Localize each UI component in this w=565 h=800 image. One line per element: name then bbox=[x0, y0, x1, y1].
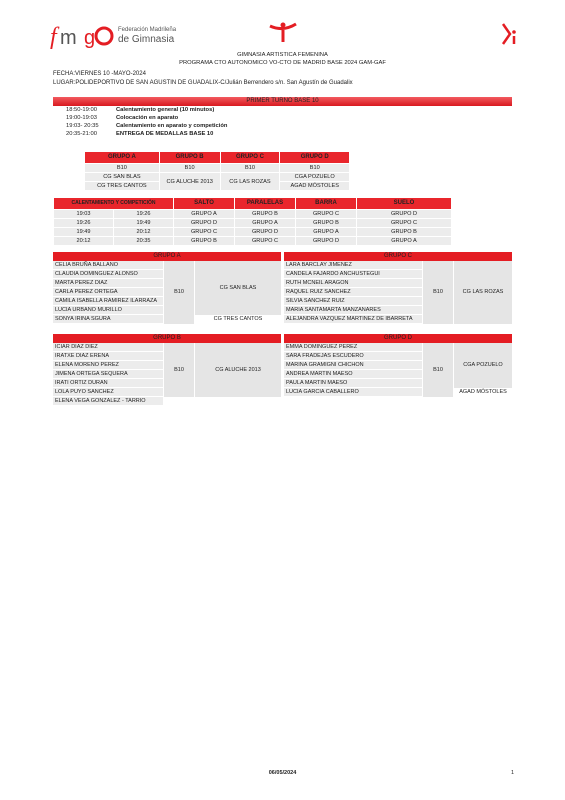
rotation-header-calentamiento: CALENTAMIENTO Y COMPETICIÓN bbox=[54, 198, 174, 210]
athlete-name: JIMENA ORTEGA SEQUERA bbox=[53, 370, 164, 379]
athlete-name: CARLA PEREZ ORTEGA bbox=[53, 288, 164, 297]
rotation-header-salto: SALTO bbox=[174, 198, 235, 210]
athlete-name: CANDELA FAJARDO ANCHUSTEGUI bbox=[284, 270, 423, 279]
groups-club: CG TRES CANTOS bbox=[85, 182, 160, 191]
rotation-end: 20:12 bbox=[114, 228, 174, 237]
rotation-paralelas: GRUPO A bbox=[235, 219, 296, 228]
athlete-name: MARIA SANTAMARTA MANZANARES bbox=[284, 306, 423, 315]
schedule-row bbox=[66, 106, 227, 114]
grupo-club: CG TRES CANTOS bbox=[195, 315, 282, 324]
footer-page: 1 bbox=[511, 770, 515, 776]
athlete-name: RUTH MCNEIL ARAGON bbox=[284, 279, 423, 288]
title-line-1: GIMNASIA ARTISTICA FEMENINA bbox=[237, 52, 328, 58]
rotation-row bbox=[54, 219, 452, 228]
athlete-name: LUCIA GARCIA CABALLERO bbox=[284, 388, 423, 397]
athlete-name: CAMILA ISABELLA RAMIREZ ILARRAZA bbox=[53, 297, 164, 306]
rotation-barra: GRUPO C bbox=[296, 210, 357, 219]
rotation-barra: GRUPO B bbox=[296, 219, 357, 228]
grupo-club: CGA POZUELO bbox=[454, 343, 513, 388]
gymnast-right-icon bbox=[500, 22, 518, 46]
athlete-name: CELIA BRUÑA BALLANO bbox=[53, 261, 164, 270]
rotation-end: 20:35 bbox=[114, 237, 174, 246]
athlete-name: LARA BARCLAY JIMENEZ bbox=[284, 261, 423, 270]
athlete-name: MARTA PEREZ DIAZ bbox=[53, 279, 164, 288]
rotation-header-barra: BARRA bbox=[296, 198, 357, 210]
rotation-start: 19:49 bbox=[54, 228, 114, 237]
rotation-paralelas: GRUPO B bbox=[235, 210, 296, 219]
rotation-row bbox=[54, 210, 452, 219]
groups-level: B10 bbox=[159, 164, 220, 173]
gymnast-icon bbox=[268, 22, 298, 44]
groups-level: B10 bbox=[85, 164, 160, 173]
rotation-suelo: GRUPO D bbox=[357, 210, 452, 219]
groups-header-c: GRUPO C bbox=[220, 152, 280, 164]
grupo-b-table bbox=[53, 343, 281, 406]
athlete-name: LUCIA URBANO MURILLO bbox=[53, 306, 164, 315]
athlete-name: ALEJANDRA VAZQUEZ MARTINEZ DE IBARRETA bbox=[284, 315, 423, 324]
grupo-level: B10 bbox=[164, 343, 195, 397]
athlete-name: PAULA MARTIN MAESO bbox=[284, 379, 423, 388]
turno-bar: PRIMER TURNO BASE 10 bbox=[53, 97, 512, 106]
athlete-name: SONYA IRINA SGURA bbox=[53, 315, 164, 324]
rotation-end: 19:26 bbox=[114, 210, 174, 219]
federation-name-small: Federación Madrileña bbox=[118, 27, 177, 33]
rotation-start: 20:12 bbox=[54, 237, 114, 246]
rotation-start: 19:03 bbox=[54, 210, 114, 219]
athlete-name: ANDREA MARTIN MAESO bbox=[284, 370, 423, 379]
grupo-club: CG ALUCHE 2013 bbox=[195, 343, 282, 397]
rotation-suelo: GRUPO A bbox=[357, 237, 452, 246]
grupo-b-title: GRUPO B bbox=[53, 334, 281, 343]
grupo-club: CG LAS ROZAS bbox=[454, 261, 513, 324]
schedule-row bbox=[66, 130, 227, 138]
rotation-end: 19:49 bbox=[114, 219, 174, 228]
grupo-c-title: GRUPO C bbox=[284, 252, 512, 261]
rotation-suelo: GRUPO B bbox=[357, 228, 452, 237]
svg-text:f: f bbox=[50, 24, 57, 50]
svg-text:g: g bbox=[84, 27, 96, 49]
athlete-name: RAQUEL RUIZ SANCHEZ bbox=[284, 288, 423, 297]
grupo-level: B10 bbox=[423, 343, 454, 397]
schedule-time: 19:00-19:03 bbox=[66, 115, 97, 121]
schedule-desc: ENTREGA DE MEDALLAS BASE 10 bbox=[116, 131, 214, 137]
rotation-header-suelo: SUELO bbox=[357, 198, 452, 210]
groups-header-b: GRUPO B bbox=[159, 152, 220, 164]
groups-club: CG LAS ROZAS bbox=[220, 173, 280, 191]
schedule-table bbox=[66, 106, 227, 138]
title-line-2: PROGRAMA CTO AUTONOMICO VO-CTO DE MADRID BASE 2024 GAM-GAF bbox=[179, 60, 386, 66]
athlete-name: ELENA VEGA GONZALEZ - TARRIO bbox=[53, 397, 164, 406]
athlete-name: SARA FRADEJAS ESCUDERO bbox=[284, 352, 423, 361]
grupo-a-table bbox=[53, 261, 281, 324]
fmg-logo bbox=[48, 22, 118, 50]
athlete-name: IRATXE DIAZ ERENA bbox=[53, 352, 164, 361]
athlete-name: CLAUDIA DOMINGUEZ ALONSO bbox=[53, 270, 164, 279]
groups-level: B10 bbox=[280, 164, 350, 173]
grupo-c-table bbox=[284, 261, 512, 324]
groups-level: B10 bbox=[220, 164, 280, 173]
rotation-start: 19:26 bbox=[54, 219, 114, 228]
groups-table bbox=[84, 151, 350, 191]
schedule-row bbox=[66, 114, 227, 122]
svg-text:m: m bbox=[60, 27, 77, 49]
athlete-name: IRATI ORTIZ DURAN bbox=[53, 379, 164, 388]
groups-club: AGAD MÓSTOLES bbox=[280, 182, 350, 191]
schedule-time: 20:35-21:00 bbox=[66, 131, 97, 137]
rotation-paralelas: GRUPO D bbox=[235, 228, 296, 237]
footer-date: 06/05/2024 bbox=[268, 770, 297, 776]
rotation-suelo: GRUPO C bbox=[357, 219, 452, 228]
athlete-name: EMMA DOMINGUEZ PEREZ bbox=[284, 343, 423, 352]
rotation-row bbox=[54, 228, 452, 237]
lugar-line: LUGAR:POLIDEPORTIVO DE SAN AGUSTIN DE GUADALIX-C/Julián Berrendero s/n. San Agustín de Guadalix bbox=[53, 80, 353, 86]
federation-name-big: de Gimnasia bbox=[118, 34, 175, 45]
athlete-name: SILVIA SANCHEZ RUIZ bbox=[284, 297, 423, 306]
schedule-desc: Calentamiento en aparato y competición bbox=[116, 123, 228, 129]
rotation-salto: GRUPO D bbox=[174, 219, 235, 228]
grupo-level: B10 bbox=[423, 261, 454, 324]
rotation-salto: GRUPO A bbox=[174, 210, 235, 219]
athlete-name: ICIAR DIAZ DIEZ bbox=[53, 343, 164, 352]
groups-header-a: GRUPO A bbox=[85, 152, 160, 164]
athlete-name: ELENA MORENO PEREZ bbox=[53, 361, 164, 370]
rotation-barra: GRUPO A bbox=[296, 228, 357, 237]
rotation-row bbox=[54, 237, 452, 246]
grupo-d-table bbox=[284, 343, 512, 397]
schedule-row bbox=[66, 122, 227, 130]
schedule-time: 18:50-19:00 bbox=[66, 107, 97, 113]
grupo-club: CG SAN BLAS bbox=[195, 261, 282, 315]
groups-club: CGA POZUELO bbox=[280, 173, 350, 182]
athlete-name: LOLA PUYO SANCHEZ bbox=[53, 388, 164, 397]
rotation-barra: GRUPO D bbox=[296, 237, 357, 246]
schedule-time: 19:03- 20:35 bbox=[66, 123, 99, 129]
fecha-line: FECHA:VIERNES 10 -MAYO-2024 bbox=[53, 71, 146, 77]
groups-club: CG SAN BLAS bbox=[85, 173, 160, 182]
grupo-d-title: GRUPO D bbox=[284, 334, 512, 343]
rotation-salto: GRUPO C bbox=[174, 228, 235, 237]
rotation-salto: GRUPO B bbox=[174, 237, 235, 246]
schedule-desc: Colocación en aparato bbox=[116, 115, 179, 121]
groups-header-d: GRUPO D bbox=[280, 152, 350, 164]
grupo-a-title: GRUPO A bbox=[53, 252, 281, 261]
rotation-table bbox=[53, 197, 452, 246]
schedule-desc: Calentamiento general (10 minutos) bbox=[116, 107, 215, 113]
grupo-level: B10 bbox=[164, 261, 195, 324]
grupo-club: AGAD MÓSTOLES bbox=[454, 388, 513, 397]
rotation-paralelas: GRUPO C bbox=[235, 237, 296, 246]
groups-club: CG ALUCHE 2013 bbox=[159, 173, 220, 191]
athlete-name: MARINA GRAMIGNI CHICHON bbox=[284, 361, 423, 370]
rotation-header-paralelas: PARALELAS bbox=[235, 198, 296, 210]
